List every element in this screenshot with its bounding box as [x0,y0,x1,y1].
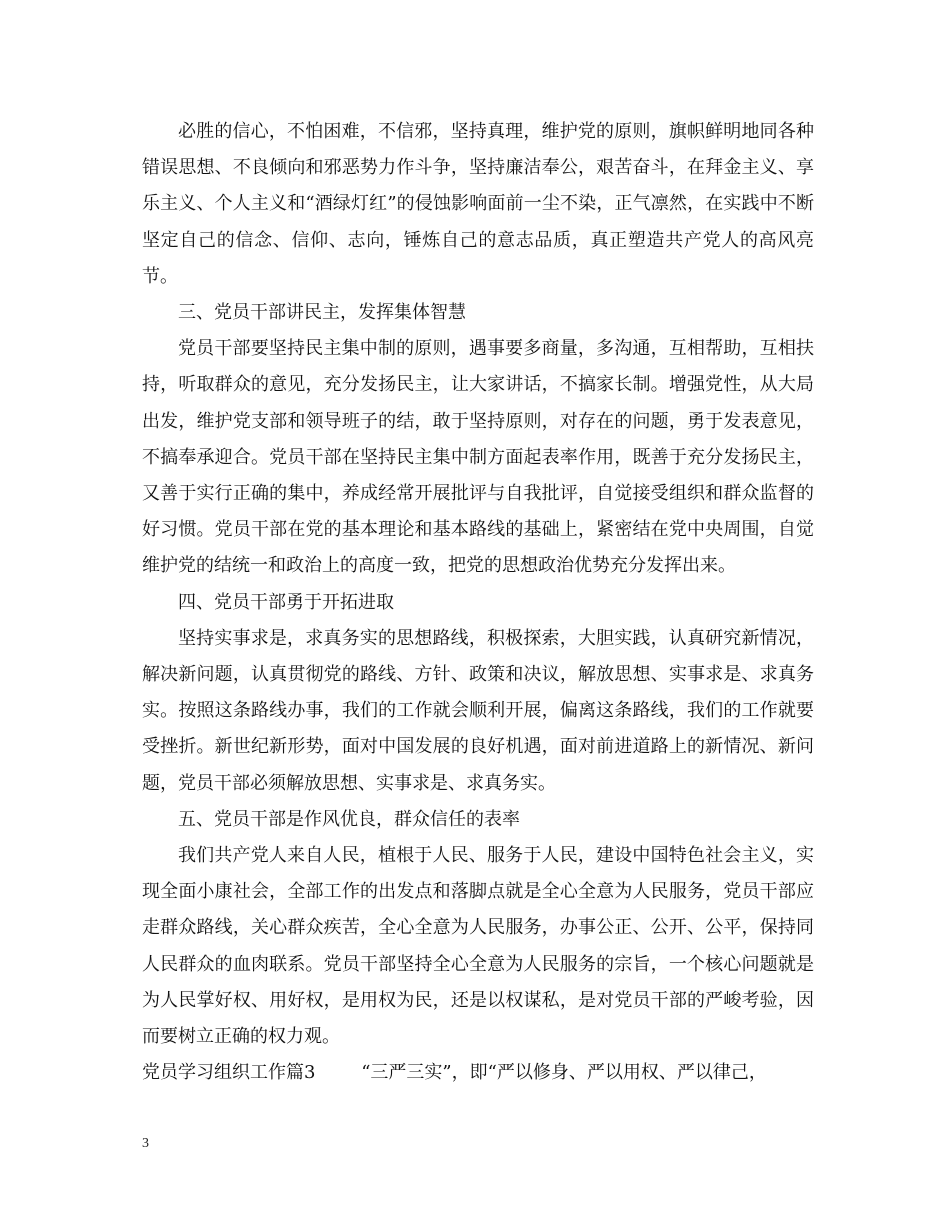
paragraph-body-2: 党员干部要坚持民主集中制的原则，遇事要多商量，多沟通，互相帮助，互相扶持，听取群众的意见，充分发扬民主，让大家讲话，不搞家长制。增强党性，从大局出发，维护党支部和领导班子的结，敢于坚持原则，对存在的问题，勇于发表意见，不搞奉承迎合。党员干部在坚持民主集中制方面起表率作用，既善于充分发扬民主，又善于实行正确的集中，养成经常开展批评与自我批评，自觉接受组织和群众监督的好习惯。党员干部在党的基本理论和基本路线的基础上，紧密结在党中央周围，自觉维护党的结统一和政治上的高度一致，把党的思想政治优势充分发挥出来。 [142,338,814,577]
section-heading-3: 三、党员干部讲民主，发挥集体智慧 [178,302,466,324]
paragraph-body-1: 必胜的信心，不怕困难，不信邪，坚持真理，维护党的原则，旗帜鲜明地同各种错误思想、不良倾向和邪恶势力作斗争，坚持廉洁奉公，艰苦奋斗，在拜金主义、享乐主义、个人主义和“酒绿灯红”的侵蚀影响面前一尘不染，正气凛然，在实践中不断坚定自己的信念、信仰、志向，锤炼自己的意志品质，真正塑造共产党人的高风亮节。 [142,121,814,287]
section-heading-5: 五、党员干部是作风优良，群众信任的表率 [178,808,520,830]
article-title-line: 党员学习组织工作篇3 “三严三实”，即“严以修身、严以用权、严以律己， [142,1062,767,1084]
paragraph-body-3: 坚持实事求是，求真务实的思想路线，积极探索，大胆实践，认真研究新情况，解决新问题，认真贯彻党的路线、方针、政策和决议，解放思想、实事求是、求真务实。按照这条路线办事，我们的工作就会顺利开展，偏离这条路线，我们的工作就要受挫折。新世纪新形势，面对中国发展的良好机遇，面对前进道路上的新情况、新问题，党员干部必须解放思想、实事求是、求真务实。 [142,627,814,794]
page-number: 3 [142,1136,149,1151]
paragraph-body-4: 我们共产党人来自人民，植根于人民、服务于人民，建设中国特色社会主义，实现全面小康社会，全部工作的出发点和落脚点就是全心全意为人民服务，党员干部应走群众路线，关心群众疾苦，全心全意为人民服务，办事公正、公开、公平，保持同人民群众的血肉联系。党员干部坚持全心全意为人民服务的宗旨，一个核心问题就是为人民掌好权、用好权，是用权为民，还是以权谋私，是对党员干部的严峻考验，因而要树立正确的权力观。 [142,845,814,1048]
document-body [142,114,814,1091]
section-heading-4: 四、党员干部勇于开拓进取 [178,591,394,613]
